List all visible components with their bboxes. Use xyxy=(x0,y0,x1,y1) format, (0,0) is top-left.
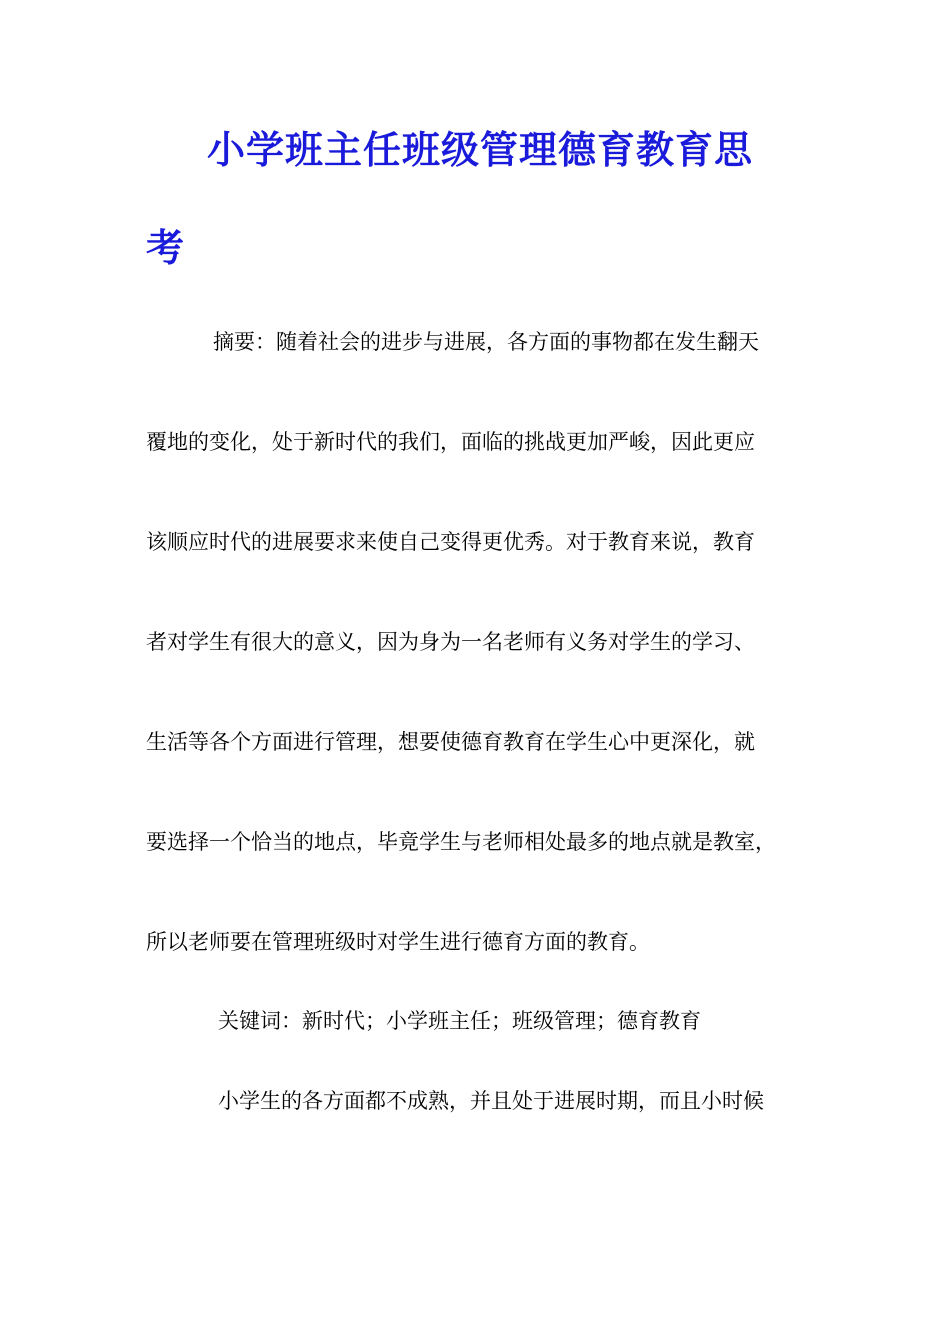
abstract-line: 摘要：随着社会的进步与进展，各方面的事物都在发生翻天 xyxy=(213,330,759,354)
abstract-line: 所以老师要在管理班级时对学生进行德育方面的教育。 xyxy=(146,930,650,954)
abstract-line: 该顺应时代的进展要求来使自己变得更优秀。对于教育来说，教育 xyxy=(146,530,755,554)
keywords-line: 关键词：新时代；小学班主任；班级管理；德育教育 xyxy=(218,1009,701,1033)
abstract-line: 要选择一个恰当的地点，毕竟学生与老师相处最多的地点就是教室， xyxy=(146,830,776,854)
document-title-line-2: 考 xyxy=(146,225,185,270)
abstract-line: 者对学生有很大的意义，因为身为一名老师有义务对学生的学习、 xyxy=(146,630,755,654)
abstract-line: 覆地的变化，处于新时代的我们，面临的挑战更加严峻，因此更应 xyxy=(146,430,755,454)
document-title-line-1: 小学班主任班级管理德育教育思 xyxy=(207,127,754,172)
abstract-line: 生活等各个方面进行管理，想要使德育教育在学生心中更深化，就 xyxy=(146,730,755,754)
body-paragraph-line: 小学生的各方面都不成熟，并且处于进展时期，而且小时候 xyxy=(218,1089,764,1113)
